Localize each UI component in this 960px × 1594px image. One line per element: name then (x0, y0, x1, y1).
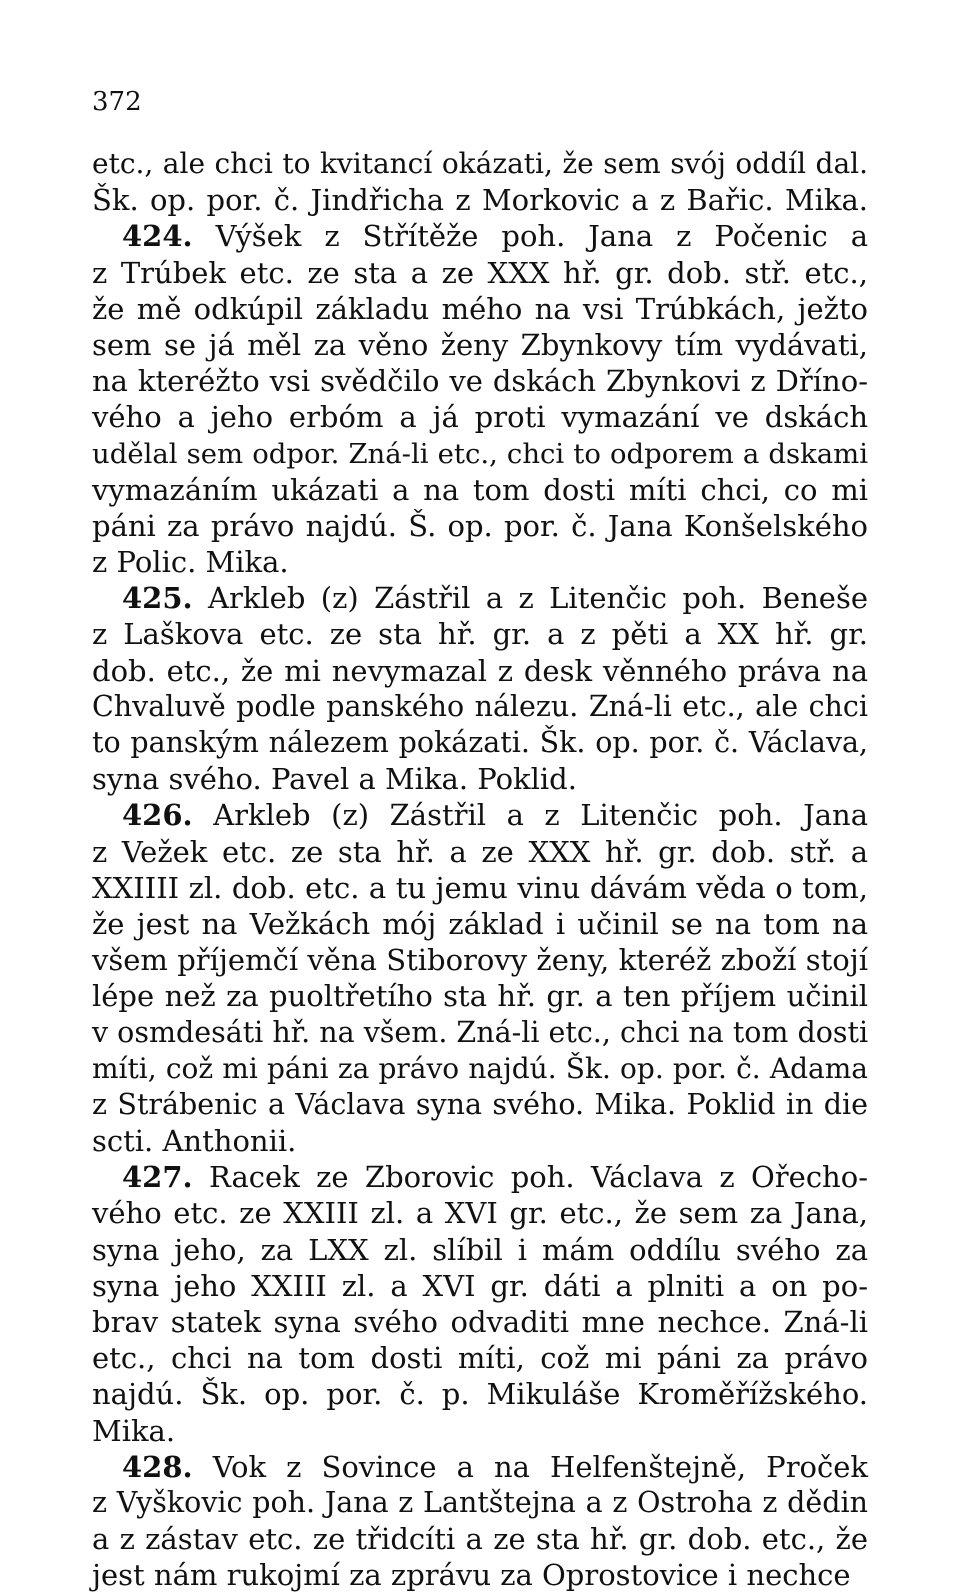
line-text: na kteréžto vsi svědčilo ve dskách Zbynkovi z Dříno- (92, 364, 868, 399)
text-line (92, 1123, 868, 1159)
text-line (92, 1304, 868, 1340)
line-text: Mika. (92, 1413, 176, 1448)
text-line (92, 978, 868, 1014)
text-line (92, 1521, 868, 1557)
line-text: XXIIII zl. dob. etc. a tu jemu vinu dávám věda o tom, (92, 870, 868, 905)
body-text (92, 146, 868, 1594)
text-line (92, 1195, 868, 1231)
entry-number: 427. (122, 1160, 193, 1195)
line-text: sem se já měl za věno ženy Zbynkovy tím vydávati, (92, 327, 868, 362)
text-line (92, 653, 868, 689)
line-text: syna jeho XXIII zl. a XVI gr. dáti a plniti a on po- (92, 1268, 868, 1303)
text-line (92, 834, 868, 870)
text-line (92, 472, 868, 508)
line-text: vého etc. ze XXIII zl. a XVI gr. etc., že sem za Jana, (92, 1196, 868, 1231)
line-text: Výšek z Střítěže poh. Jana z Počenic a (192, 219, 868, 254)
line-text: lépe než za puoltřetího sta hř. gr. a ten příjem učinil (92, 979, 868, 1014)
line-text: to panským nálezem pokázati. Šk. op. por. č. Václava, (92, 726, 868, 759)
line-text: z Trúbek etc. ze sta a ze XXX hř. gr. dob. stř. etc., (92, 255, 868, 290)
line-text: Arkleb (z) Zástřil a z Litenčic poh. Beneše (192, 581, 868, 616)
line-text: z Vežek etc. ze sta hř. a ze XXX hř. gr. dob. stř. a (92, 834, 868, 869)
text-line (92, 1485, 868, 1521)
text-line (92, 942, 868, 978)
text-line (92, 870, 868, 906)
text-line (92, 580, 868, 616)
line-text: Šk. op. por. č. Jindřicha z Morkovic a z Bařic. Mika. (92, 183, 868, 218)
line-text: že jest na Vežkách mój základ i učinil se na tom na (92, 906, 868, 941)
line-text: páni za právo najdú. Š. op. por. č. Jana Konšelského (92, 508, 868, 543)
text-line (92, 1051, 868, 1087)
text-line (92, 689, 868, 725)
line-text: scti. Anthonii. (92, 1124, 297, 1159)
line-text: vymazáním ukázati a na tom dosti míti chci, co mi (92, 472, 868, 507)
text-line (92, 146, 868, 182)
text-line (92, 725, 868, 761)
text-line (92, 761, 868, 797)
text-line (92, 1268, 868, 1304)
text-line (92, 182, 868, 218)
line-text: jest nám rukojmí za zprávu za Oprostovice i nechce (92, 1558, 851, 1593)
line-text: všem příjemčí věna Stiborovy ženy, kteréž zboží stojí (92, 943, 868, 978)
line-text: a z zástav etc. ze třidcíti a ze sta hř. gr. dob. etc., že (92, 1522, 868, 1557)
text-line (92, 797, 868, 833)
text-line (92, 291, 868, 327)
line-text: Arkleb (z) Zástřil a z Litenčic poh. Jana (192, 798, 868, 833)
entry-number: 424. (122, 219, 193, 254)
text-line (92, 1159, 868, 1195)
text-line (92, 1413, 868, 1449)
line-text: v osmdesáti hř. na všem. Zná-li etc., chci na tom dosti (92, 1015, 869, 1049)
text-line (92, 1087, 868, 1123)
text-line (92, 906, 868, 942)
line-text: najdú. Šk. op. por. č. p. Mikuláše Kroměřížského. (92, 1377, 868, 1412)
line-text: že mě odkúpil základu mého na vsi Trúbkách, ježto (92, 291, 868, 326)
page-number: 372 (92, 87, 142, 117)
line-text: Racek ze Zborovic poh. Václava z Ořecho- (192, 1160, 868, 1195)
text-line (92, 363, 868, 399)
text-line (92, 327, 868, 363)
entry-number: 426. (122, 798, 193, 833)
text-line (92, 544, 868, 580)
line-text: etc., ale chci to kvitancí okázati, že sem svój oddíl dal. (92, 147, 868, 180)
line-text: Chvaluvě podle panského nálezu. Zná-li etc., ale chci (92, 689, 868, 723)
text-line (92, 1015, 868, 1051)
text-line (92, 1376, 868, 1412)
text-line (92, 616, 868, 652)
text-line (92, 218, 868, 254)
line-text: syna svého. Pavel a Mika. Poklid. (92, 762, 577, 797)
text-line (92, 436, 868, 472)
text-line (92, 1449, 868, 1485)
line-text: z Laškova etc. ze sta hř. gr. a z pěti a XX hř. gr. (92, 617, 868, 652)
line-text: z Polic. Mika. (92, 545, 289, 580)
line-text: etc., chci na tom dosti míti, což mi páni za právo (92, 1341, 868, 1376)
line-text: z Vyškovic poh. Jana z Lantštejna a z Ostroha z dědin (92, 1485, 868, 1519)
entry-number: 428. (122, 1449, 193, 1484)
text-line (92, 255, 868, 291)
line-text: Vok z Sovince a na Helfenštejně, Proček (192, 1449, 868, 1484)
line-text: vého a jeho erbóm a já proti vymazání ve dskách (92, 400, 868, 435)
line-text: syna jeho, za LXX zl. slíbil i mám oddílu svého za (92, 1232, 868, 1267)
text-line (92, 399, 868, 435)
line-text: brav statek syna svého odvaditi mne nechce. Zná-li (92, 1305, 868, 1339)
line-text: udělal sem odpor. Zná-li etc., chci to odporem a dskami (92, 437, 868, 470)
text-line (92, 508, 868, 544)
text-line (92, 1340, 868, 1376)
text-line (92, 1232, 868, 1268)
line-text: míti, což mi páni za právo najdú. Šk. op. por. č. Adama (92, 1051, 868, 1085)
line-text: dob. etc., že mi nevymazal z desk věnného práva na (92, 653, 868, 688)
line-text: z Strábenic a Václava syna svého. Mika. Poklid in die (92, 1087, 868, 1121)
entry-number: 425. (122, 581, 193, 616)
text-line (92, 1557, 868, 1593)
